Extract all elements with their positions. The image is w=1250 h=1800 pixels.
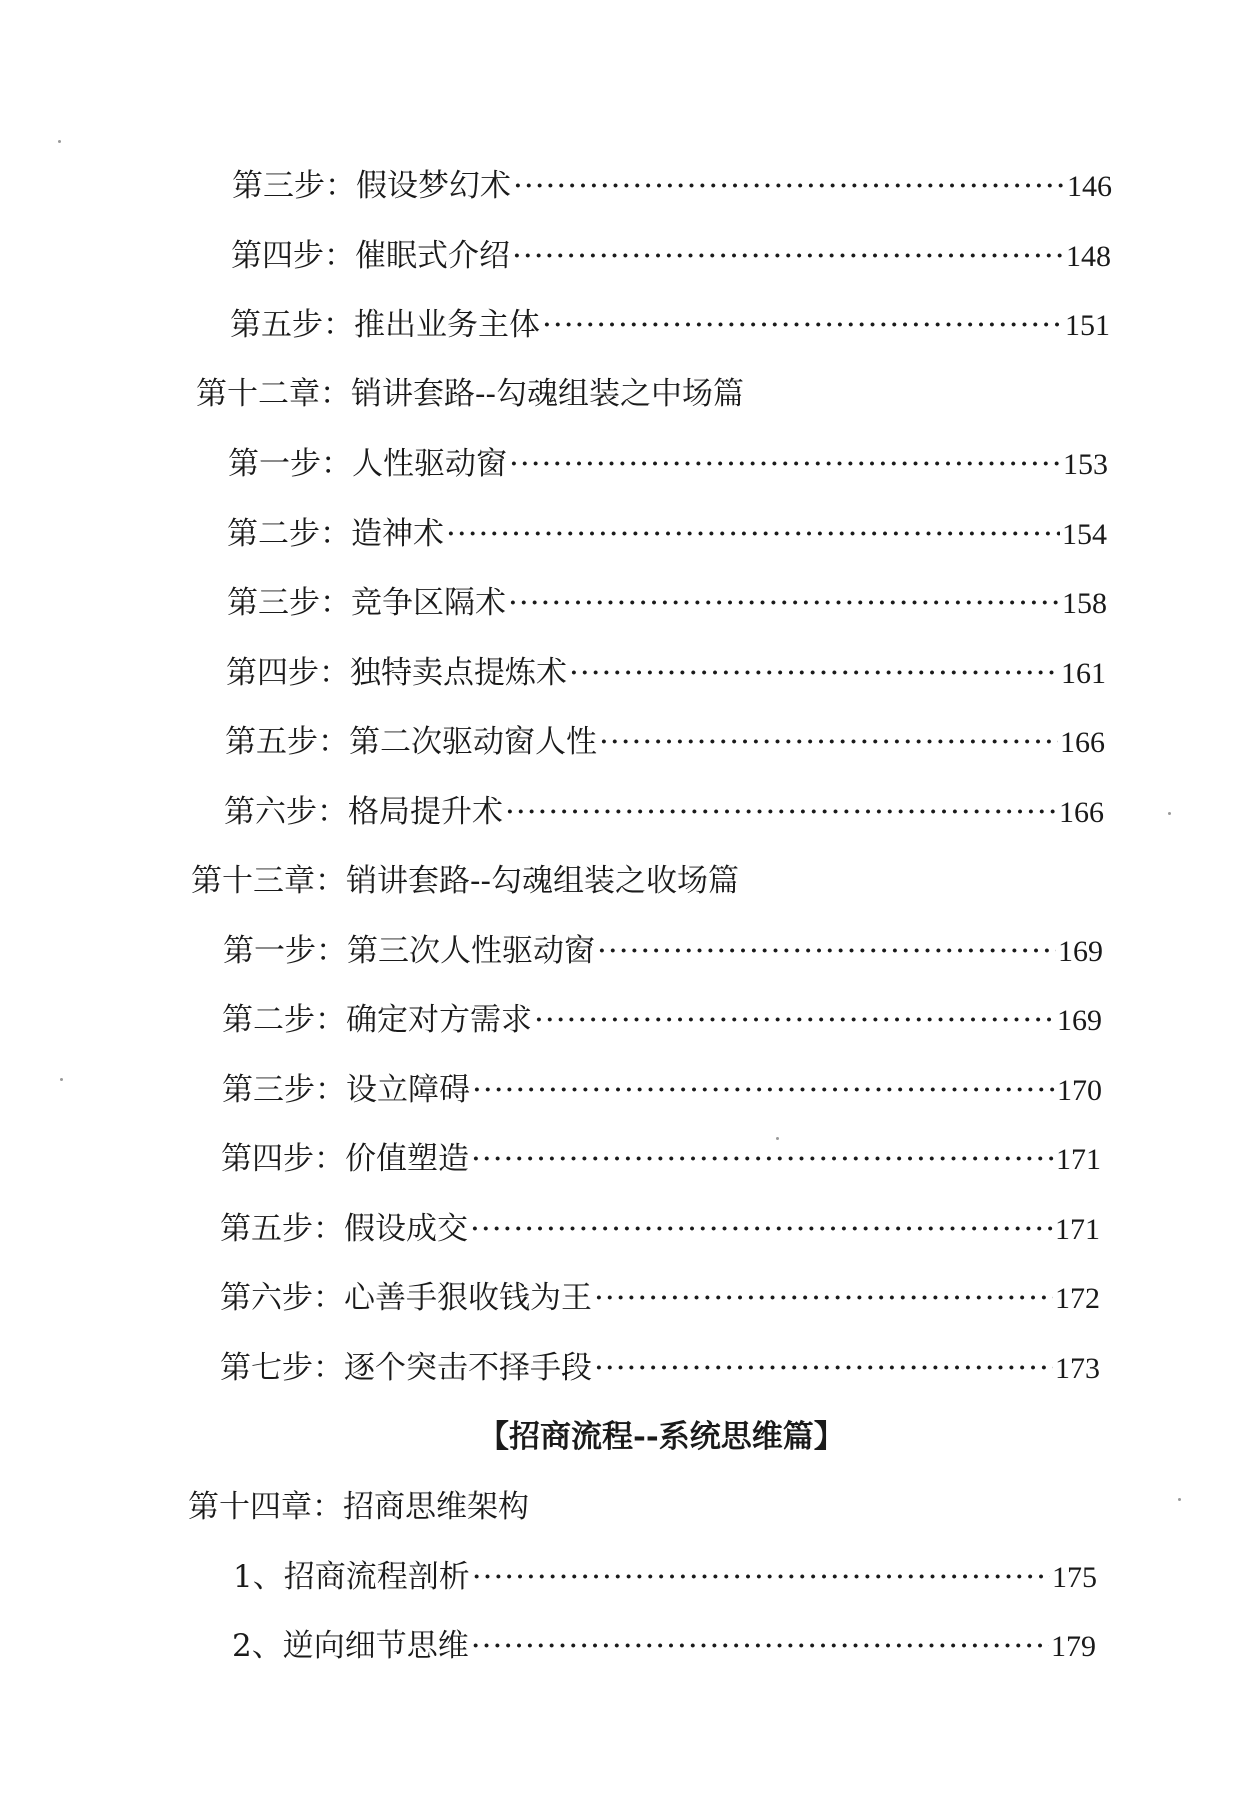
toc-entry-page: 153 bbox=[1063, 448, 1108, 481]
toc-entry bbox=[221, 1139, 1101, 1180]
toc-entry-label: 第六步：格局提升术 bbox=[224, 794, 503, 830]
toc-entry bbox=[232, 1626, 1096, 1667]
toc-entry-page: 148 bbox=[1066, 240, 1111, 273]
toc-entry-label: 第二步：确定对方需求 bbox=[222, 1002, 532, 1038]
toc-entry bbox=[220, 1278, 1100, 1319]
toc-entry bbox=[232, 166, 1112, 207]
toc-entry-label: 第二步：造神术 bbox=[227, 516, 444, 552]
toc-entry bbox=[228, 444, 1108, 485]
toc-entry-page: 169 bbox=[1057, 1004, 1102, 1037]
dot-leader bbox=[594, 1278, 1053, 1318]
toc-entry-page: 158 bbox=[1062, 587, 1107, 620]
toc-entry-label: 第三步：设立障碍 bbox=[222, 1072, 470, 1108]
toc-entry-label: 第三步：假设梦幻术 bbox=[232, 168, 511, 204]
toc-entry-page: 146 bbox=[1067, 170, 1112, 203]
toc-entry-page: 172 bbox=[1055, 1282, 1100, 1315]
dot-leader bbox=[509, 444, 1061, 484]
dot-leader bbox=[472, 1070, 1055, 1110]
dot-leader bbox=[534, 1000, 1055, 1040]
toc-entry bbox=[224, 792, 1104, 833]
dot-leader bbox=[512, 236, 1064, 276]
toc-entry bbox=[225, 722, 1105, 763]
toc-entry bbox=[226, 653, 1106, 694]
scan-speck bbox=[1178, 1498, 1181, 1501]
dot-leader bbox=[446, 514, 1060, 554]
chapter-heading: 第十四章：招商思维架构 bbox=[188, 1489, 529, 1525]
toc-entry-label: 第六步：心善手狠收钱为王 bbox=[220, 1280, 592, 1316]
dot-leader bbox=[597, 931, 1056, 971]
toc-entry-label: 第三步：竞争区隔术 bbox=[227, 585, 506, 621]
toc-entry-page: 151 bbox=[1065, 309, 1110, 342]
toc-entry bbox=[223, 931, 1103, 972]
toc-entry-page: 169 bbox=[1058, 935, 1103, 968]
dot-leader bbox=[542, 305, 1063, 345]
dot-leader bbox=[471, 1626, 1049, 1666]
dot-leader bbox=[508, 583, 1060, 623]
toc-entry-label: 第五步：推出业务主体 bbox=[230, 307, 540, 343]
toc-entry-page: 154 bbox=[1062, 518, 1107, 551]
toc-entry-label: 第四步：独特卖点提炼术 bbox=[226, 655, 567, 691]
toc-entry-label: 第五步：假设成交 bbox=[220, 1211, 468, 1247]
toc-entry-page: 171 bbox=[1055, 1213, 1100, 1246]
dot-leader bbox=[470, 1209, 1053, 1249]
toc-entry-label: 第五步：第二次驱动窗人性 bbox=[225, 724, 597, 760]
toc-entry-page: 173 bbox=[1055, 1352, 1100, 1385]
toc-entry-label: 第一步：人性驱动窗 bbox=[228, 446, 507, 482]
dot-leader bbox=[599, 722, 1058, 762]
scan-speck bbox=[1168, 812, 1171, 815]
dot-leader bbox=[505, 792, 1057, 832]
chapter-heading: 第十三章：销讲套路--勾魂组装之收场篇 bbox=[191, 863, 739, 899]
toc-entry bbox=[222, 1000, 1102, 1041]
toc-entry bbox=[233, 1557, 1097, 1598]
toc-entry bbox=[220, 1348, 1100, 1389]
section-heading: 【招商流程--系统思维篇】 bbox=[478, 1419, 845, 1455]
toc-entry-page: 161 bbox=[1061, 657, 1106, 690]
dot-leader bbox=[569, 653, 1059, 693]
toc-entry-label: 2、逆向细节思维 bbox=[232, 1628, 469, 1664]
toc-entry-page: 170 bbox=[1057, 1074, 1102, 1107]
scan-speck bbox=[776, 1137, 779, 1140]
toc-entry bbox=[220, 1209, 1100, 1250]
toc-entry bbox=[227, 583, 1107, 624]
toc-entry-page: 171 bbox=[1056, 1143, 1101, 1176]
toc-entry-label: 1、招商流程剖析 bbox=[233, 1559, 470, 1595]
toc-entry bbox=[227, 514, 1107, 555]
toc-entry-page: 175 bbox=[1052, 1561, 1097, 1594]
toc-entry-label: 第一步：第三次人性驱动窗 bbox=[223, 933, 595, 969]
toc-entry-page: 166 bbox=[1060, 726, 1105, 759]
dot-leader bbox=[594, 1348, 1053, 1388]
dot-leader bbox=[472, 1557, 1050, 1597]
scan-speck bbox=[60, 1078, 63, 1081]
toc-entry-page: 166 bbox=[1059, 796, 1104, 829]
dot-leader bbox=[471, 1139, 1054, 1179]
toc-entry bbox=[222, 1070, 1102, 1111]
toc-entry bbox=[231, 236, 1111, 277]
scan-speck bbox=[58, 140, 61, 143]
toc-entry-label: 第七步：逐个突击不择手段 bbox=[220, 1350, 592, 1386]
toc-entry bbox=[230, 305, 1110, 346]
dot-leader bbox=[513, 166, 1065, 206]
toc-entry-label: 第四步：催眠式介绍 bbox=[231, 238, 510, 274]
chapter-heading: 第十二章：销讲套路--勾魂组装之中场篇 bbox=[196, 376, 744, 412]
toc-entry-page: 179 bbox=[1051, 1630, 1096, 1663]
toc-entry-label: 第四步：价值塑造 bbox=[221, 1141, 469, 1177]
